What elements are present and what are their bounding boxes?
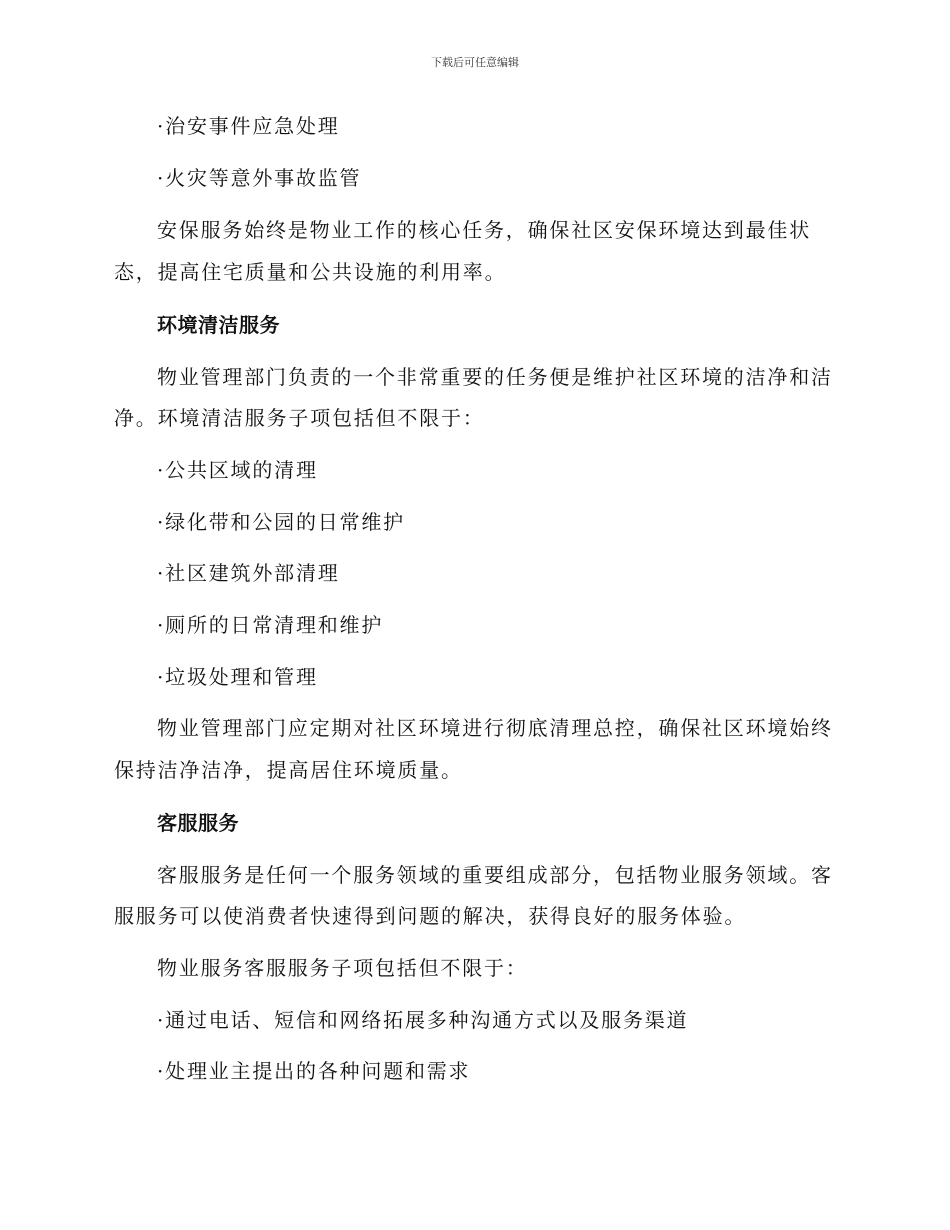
paragraph-line: 净。环境清洁服务子项包括但不限于：: [114, 406, 485, 430]
paragraph-line: 物业管理部门负责的一个非常重要的任务便是维护社区环境的洁净和洁: [157, 365, 833, 389]
bullet-item: ·通过电话、短信和网络拓展多种沟通方式以及服务渠道: [157, 1008, 689, 1032]
section-heading: 环境清洁服务: [157, 313, 280, 337]
bullet-item: ·社区建筑外部清理: [157, 561, 340, 585]
bullet-item: ·火灾等意外事故监管: [157, 166, 362, 190]
paragraph-line: 服服务可以使消费者快速得到问题的解决，获得良好的服务体验。: [114, 904, 747, 928]
bullet-item: ·厕所的日常清理和维护: [157, 613, 384, 637]
bullet-item: ·处理业主提出的各种问题和需求: [157, 1059, 471, 1083]
paragraph-line: 物业服务客服服务子项包括但不限于：: [157, 956, 528, 980]
bullet-item: ·公共区域的清理: [157, 458, 318, 482]
section-heading: 客服服务: [157, 811, 239, 835]
paragraph-line: 客服服务是任何一个服务领域的重要组成部分，包括物业服务领域。客: [157, 863, 833, 887]
page-header: 下载后可任意编辑: [431, 56, 519, 69]
bullet-item: ·治安事件应急处理: [157, 114, 340, 138]
paragraph-line: 物业管理部门应定期对社区环境进行彻底清理总控，确保社区环境始终: [157, 716, 833, 740]
bullet-item: ·绿化带和公园的日常维护: [157, 510, 405, 534]
paragraph-line: 安保服务始终是物业工作的核心任务，确保社区安保环境达到最佳状: [157, 218, 811, 242]
paragraph-line: 态，提高住宅质量和公共设施的利用率。: [114, 260, 507, 284]
bullet-item: ·垃圾处理和管理: [157, 665, 318, 689]
paragraph-line: 保持洁净洁净，提高居住环境质量。: [114, 758, 463, 782]
